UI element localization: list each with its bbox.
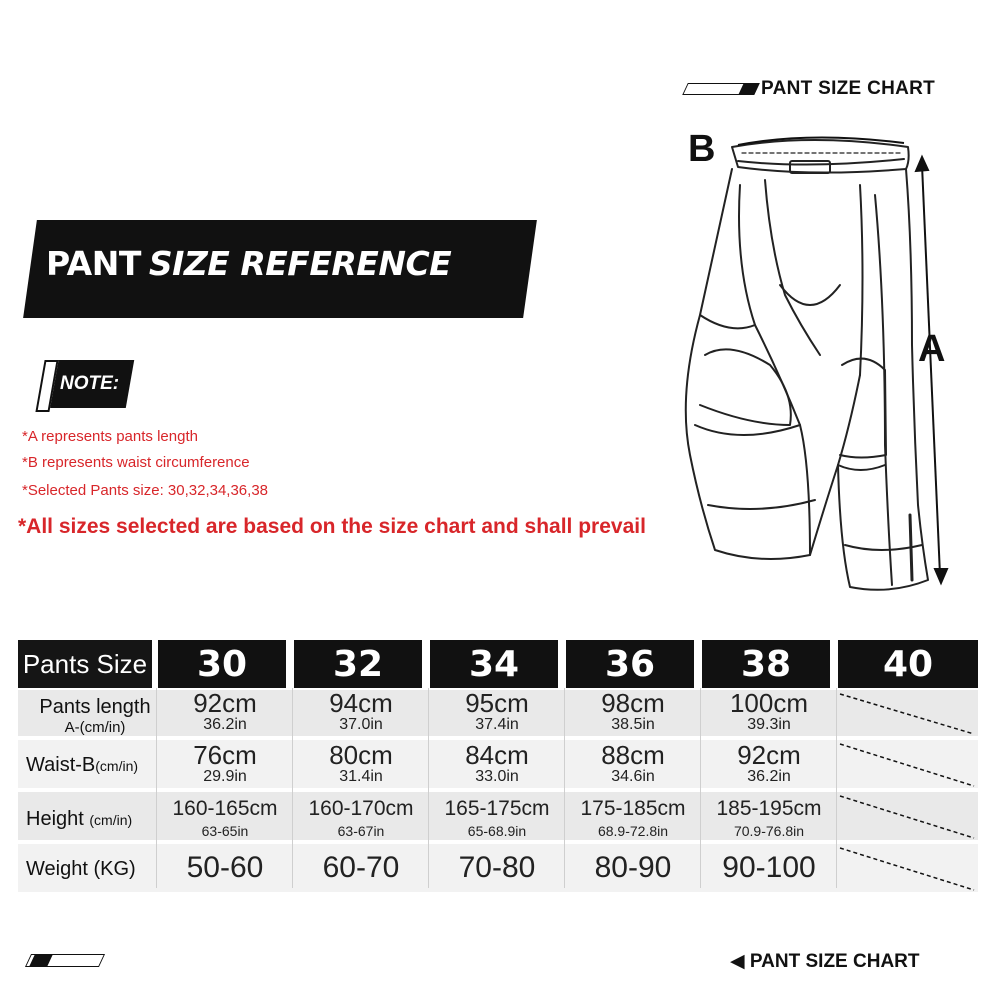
cell-sub: 33.0in [475, 768, 519, 785]
cell-main: 100cm [729, 688, 809, 718]
column-divider [836, 688, 837, 888]
header-size-40: 40 [838, 640, 978, 688]
cell-length-36 [566, 690, 700, 734]
cell-height-32 [294, 796, 428, 840]
cell-sub: 37.0in [339, 716, 383, 733]
pants-illustration [660, 125, 960, 605]
row-label-length [22, 696, 168, 736]
note-badge [38, 360, 130, 408]
cell-length-32 [294, 690, 428, 734]
title-part-1: PANT [46, 244, 141, 283]
page-title [46, 244, 526, 294]
chart-tag-bottom-text: PANT SIZE CHART [749, 951, 920, 972]
cell-main: 88cm [601, 740, 665, 770]
row-label-waist [26, 754, 172, 777]
cell-length-38 [702, 690, 836, 734]
row-label-weight-main: Weight [26, 858, 88, 880]
cell-height-34 [430, 796, 564, 840]
cell-sub: 70.9-76.8in [733, 823, 805, 839]
row-label-waist-main: Waist-B [26, 754, 96, 776]
column-divider [700, 688, 701, 888]
row-label-height-main: Height [26, 808, 84, 830]
header-size-32: 32 [294, 640, 422, 688]
cell-length-30 [158, 690, 292, 734]
cell-main: 185-195cm [716, 797, 822, 820]
cell-sub: 63-65in [201, 823, 249, 839]
row-label-length-sub: A-(cm/in) [64, 719, 126, 736]
title-part-2: SIZE REFERENCE [148, 244, 452, 283]
cell-main: 84cm [465, 740, 529, 770]
cell-main: 92cm [193, 688, 257, 718]
cell-length-34 [430, 690, 564, 734]
cell-main: 160-170cm [308, 797, 414, 820]
cell-sub: 37.4in [475, 716, 519, 733]
cell-sub: 34.6in [611, 768, 655, 785]
cell-main: 160-165cm [172, 797, 278, 820]
row-label-waist-sub: (cm/in) [95, 758, 139, 774]
column-divider [564, 688, 565, 888]
note-line-sizes: *Selected Pants size: 30,32,34,36,38 [22, 482, 269, 499]
cell-weight-30 [158, 844, 292, 892]
cell-sub: 63-67in [337, 823, 385, 839]
cell-main: 95cm [465, 688, 529, 718]
cell-sub: 31.4in [339, 768, 383, 785]
cell-main: 76cm [193, 740, 257, 770]
cell-main: 70-80 [458, 851, 536, 884]
cell-main: 80-90 [594, 851, 672, 884]
cell-main: 92cm [737, 740, 801, 770]
cell-main: 165-175cm [444, 797, 550, 820]
column-divider [292, 688, 293, 888]
header-size-34: 34 [430, 640, 558, 688]
cell-weight-38 [702, 844, 836, 892]
cell-height-36 [566, 796, 700, 840]
row-label-weight-sub: (KG) [93, 858, 136, 880]
header-size-38: 38 [702, 640, 830, 688]
row-label-length-main: Pants length [39, 696, 151, 718]
chart-tag-bottom-left [28, 952, 108, 968]
cell-main: 60-70 [322, 851, 400, 884]
cell-waist-32 [294, 742, 428, 786]
cell-waist-34 [430, 742, 564, 786]
note-line-b: *B represents waist circumference [22, 454, 250, 471]
row-label-height-sub: (cm/in) [89, 812, 133, 828]
note-badge-text: NOTE: [60, 373, 120, 394]
cell-sub: 29.9in [203, 768, 247, 785]
cell-weight-34 [430, 844, 564, 892]
cell-waist-36 [566, 742, 700, 786]
chart-tag-top [685, 78, 955, 100]
left-arrow-icon: ◀ [730, 951, 745, 972]
size-warning: *All sizes selected are based on the size chart and shall prevail [18, 515, 646, 538]
cell-main: 175-185cm [580, 797, 686, 820]
row-label-height [26, 808, 172, 831]
label-b: B [688, 128, 716, 170]
cell-sub: 38.5in [611, 716, 655, 733]
cell-weight-36 [566, 844, 700, 892]
cell-sub: 39.3in [747, 716, 791, 733]
header-size-30: 30 [158, 640, 286, 688]
cell-sub: 36.2in [747, 768, 791, 785]
cell-height-38 [702, 796, 836, 840]
chart-tag-text: PANT SIZE CHART [761, 78, 936, 99]
cell-sub: 36.2in [203, 716, 247, 733]
chart-tag-bottom [730, 950, 920, 973]
cell-waist-30 [158, 742, 292, 786]
cell-main: 98cm [601, 688, 665, 718]
size-40-unavailable [838, 688, 978, 898]
cell-height-30 [158, 796, 292, 840]
cell-main: 94cm [329, 688, 393, 718]
cell-sub: 65-68.9in [467, 823, 527, 839]
cell-sub: 68.9-72.8in [597, 823, 669, 839]
column-divider [428, 688, 429, 888]
label-a: A [918, 328, 946, 370]
row-label-weight [26, 858, 172, 881]
note-line-a: *A represents pants length [22, 428, 198, 445]
size-table [18, 640, 978, 900]
cell-weight-32 [294, 844, 428, 892]
cell-main: 50-60 [186, 851, 264, 884]
cell-waist-38 [702, 742, 836, 786]
header-size-36: 36 [566, 640, 694, 688]
header-pants-size: Pants Size [18, 640, 152, 688]
cell-main: 90-100 [722, 851, 816, 884]
cell-main: 80cm [329, 740, 393, 770]
